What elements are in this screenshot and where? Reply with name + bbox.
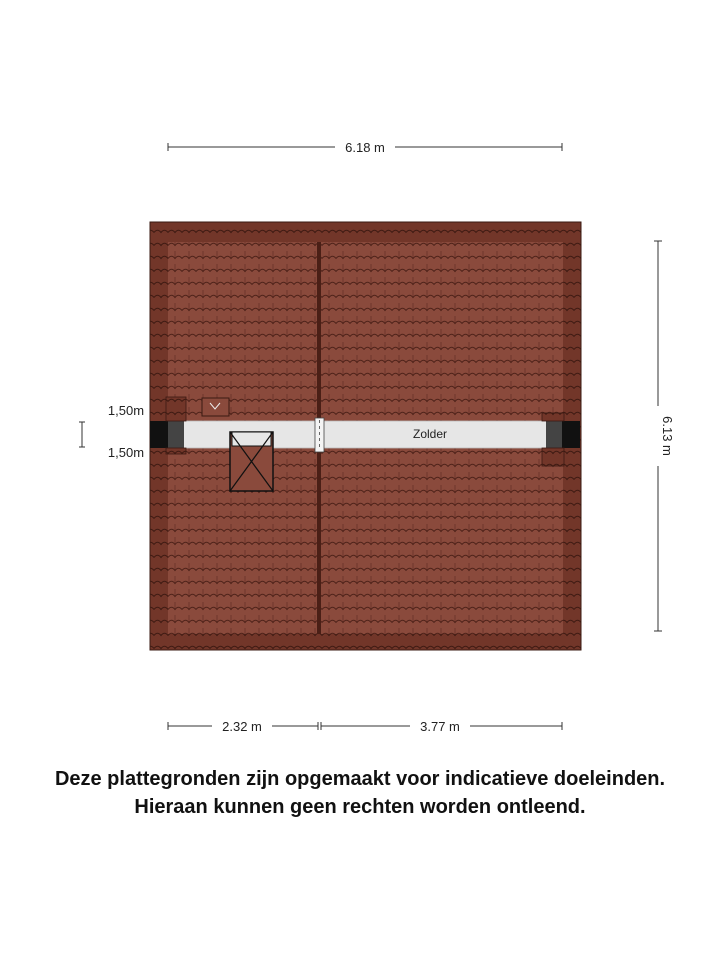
right-chimney-bottom bbox=[542, 448, 564, 466]
dimension-left-lower: 1,50m bbox=[107, 445, 145, 460]
dimension-right bbox=[654, 241, 675, 631]
dimension-bottom-right-label: 3.77 m bbox=[420, 719, 460, 734]
roof-hatch-icon bbox=[230, 432, 273, 491]
dimension-bottom-left-label: 2.32 m bbox=[222, 719, 262, 734]
attic-floor bbox=[168, 421, 563, 448]
dimension-top-label: 6.18 m bbox=[345, 140, 385, 155]
left-chimney-top bbox=[166, 397, 186, 421]
disclaimer-line-2: Hieraan kunnen geen rechten worden ontleend. bbox=[134, 796, 586, 818]
right-wall-inner bbox=[546, 421, 562, 448]
roof-plan bbox=[150, 222, 581, 650]
dimension-bottom bbox=[168, 719, 562, 734]
disclaimer-line-1: Deze plattegronden zijn opgemaakt voor indicatieve doeleinden. bbox=[54, 768, 666, 790]
room-label-attic: Zolder bbox=[412, 427, 448, 441]
right-wall bbox=[562, 421, 580, 448]
vent-icon bbox=[202, 398, 229, 416]
dimension-left-upper: 1,50m bbox=[107, 403, 145, 418]
right-chimney-top bbox=[542, 413, 564, 421]
left-wall bbox=[150, 421, 168, 448]
left-wall-inner bbox=[168, 421, 184, 448]
dimension-top bbox=[168, 140, 562, 155]
dimension-left bbox=[79, 403, 144, 460]
dimension-right-label: 6.13 m bbox=[660, 416, 675, 456]
left-chimney-bottom bbox=[166, 448, 186, 454]
